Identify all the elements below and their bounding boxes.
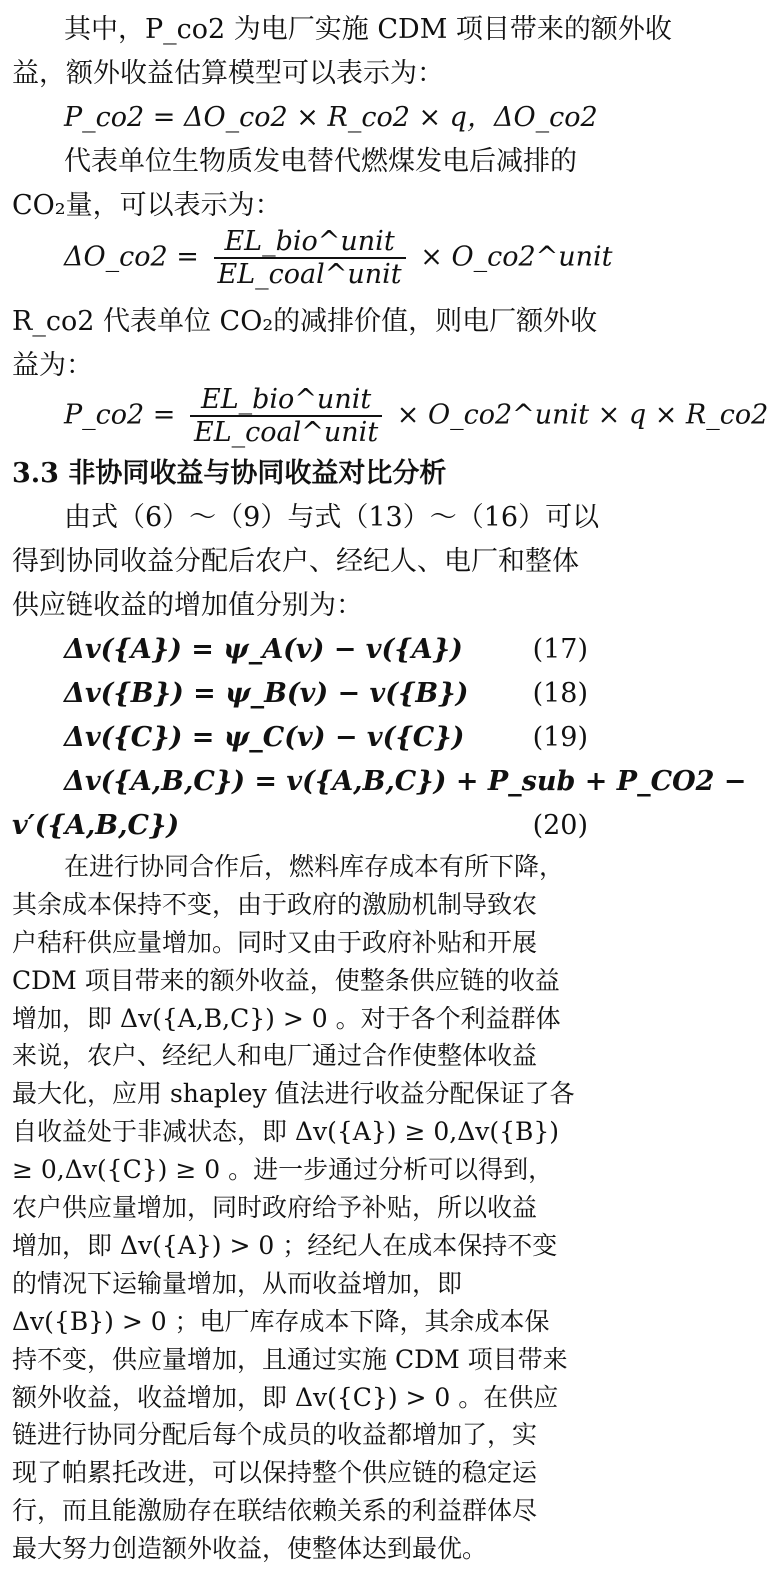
equation-19 [64, 716, 588, 760]
fraction [190, 384, 382, 448]
text-line: 农户供应量增加，同时政府给予补贴，所以收益 [12, 1193, 538, 1223]
fraction-denominator: EL_coal^unit [214, 257, 406, 290]
text-line: 得到协同收益分配后农户、经纪人、电厂和整体 [12, 546, 579, 577]
text-line: CO₂量，可以表示为： [12, 190, 282, 221]
formula-lhs: P_co2 = [64, 399, 176, 431]
equation-number: (19) [532, 722, 588, 753]
section-heading: 3.3 非协同收益与协同收益对比分析 [12, 458, 447, 489]
equation-20-line1 [64, 760, 747, 804]
text-line: 链进行协同分配后每个成员的收益都增加了，实 [12, 1420, 538, 1450]
text-line: 行，而且能激励存在联结依赖关系的利益群体尽 [12, 1496, 538, 1526]
text-line: 益，额外收益估算模型可以表示为： [12, 58, 444, 89]
formula-rhs: × O_co2^unit × q × R_co2 [396, 399, 768, 431]
text-line: 持不变，供应量增加，且通过实施 CDM 项目带来 [12, 1344, 568, 1374]
text-line: 其中，P_co2 为电厂实施 CDM 项目带来的额外收 [64, 14, 672, 45]
equation-20-line2 [12, 804, 588, 848]
text-line: 益为： [12, 350, 93, 381]
equation-expression: Δv({C}) = ψ_C(v) − v({C}) [64, 722, 465, 753]
text-line: 代表单位生物质发电替代燃煤发电后减排的 [64, 146, 577, 177]
equation-expression: Δv({A}) = ψ_A(v) − v({A}) [64, 634, 463, 665]
text-line: 由式（6）～（9）与式（13）～（16）可以 [64, 502, 600, 533]
fraction-numerator: EL_bio^unit [224, 226, 395, 257]
equation-17 [64, 628, 588, 672]
text-line: 额外收益，收益增加，即 Δv({C}) > 0 。在供应 [12, 1382, 559, 1412]
formula-lhs: ΔO_co2 = [64, 241, 199, 273]
text-line: 在进行协同合作后，燃料库存成本有所下降， [64, 852, 565, 881]
fraction-denominator: EL_coal^unit [190, 415, 382, 448]
text-line: 增加，即 Δv({A,B,C}) > 0 。对于各个利益群体 [12, 1003, 561, 1033]
text-line: Δv({B}) > 0 ；电厂库存成本下降，其余成本保 [12, 1306, 550, 1336]
text-line: 户秸秆供应量增加。同时又由于政府补贴和开展 [12, 927, 538, 957]
equation-number: (17) [532, 634, 588, 665]
equation-expression: Δv({A,B,C}) = v({A,B,C}) + P_sub + P_CO2 − [64, 766, 747, 797]
formula-rhs: × O_co2^unit [420, 241, 613, 273]
text-line: 来说，农户、经纪人和电厂通过合作使整体收益 [12, 1041, 538, 1071]
formula-pco2-extra [64, 384, 768, 448]
text-line: 的情况下运输量增加，从而收益增加，即 [12, 1268, 463, 1298]
text-line: ≥ 0,Δv({C}) ≥ 0 。进一步通过分析可以得到， [12, 1155, 554, 1185]
formula-delta-o [64, 226, 613, 290]
equation-expression: Δv({B}) = ψ_B(v) − v({B}) [64, 678, 469, 709]
equation-number: (18) [532, 678, 588, 709]
text-line: 自收益处于非减状态，即 Δv({A}) ≥ 0,Δv({B}) [12, 1117, 560, 1147]
equation-18 [64, 672, 588, 716]
equation-expression: v′({A,B,C}) [12, 810, 180, 841]
text-line: R_co2 代表单位 CO₂的减排价值，则电厂额外收 [12, 306, 598, 337]
text-line: 供应链收益的增加值分别为： [12, 590, 363, 621]
formula-pco2: P_co2 = ΔO_co2 × R_co2 × q，ΔO_co2 [64, 102, 598, 133]
text-line: 增加，即 Δv({A}) > 0 ；经纪人在成本保持不变 [12, 1230, 558, 1260]
fraction-numerator: EL_bio^unit [201, 384, 372, 415]
text-line: 最大努力创造额外收益，使整体达到最优。 [12, 1534, 488, 1564]
fraction [214, 226, 406, 290]
equation-number: (20) [532, 810, 588, 841]
text-line: 现了帕累托改进，可以保持整个供应链的稳定运 [12, 1458, 538, 1488]
text-line: 最大化，应用 shapley 值法进行收益分配保证了各 [12, 1079, 575, 1109]
text-line: CDM 项目带来的额外收益，使整条供应链的收益 [12, 965, 560, 995]
text-line: 其余成本保持不变，由于政府的激励机制导致农 [12, 889, 538, 919]
